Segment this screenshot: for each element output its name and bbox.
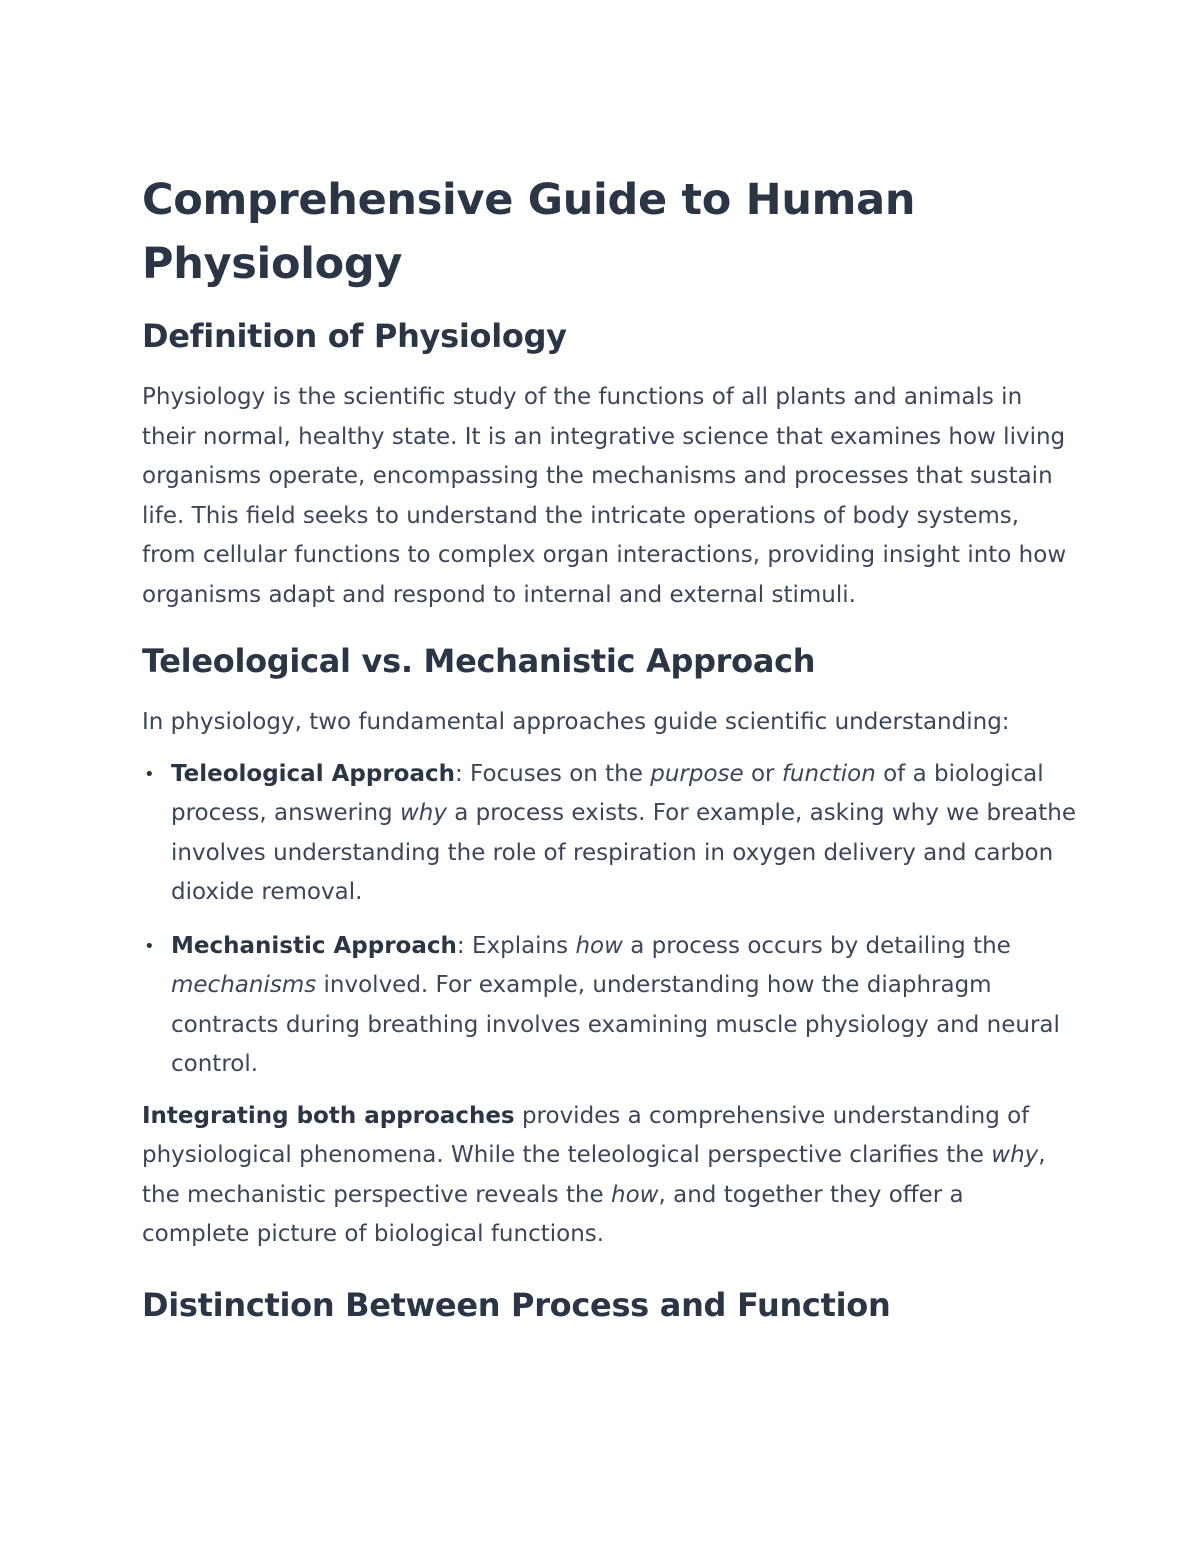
integration-strong: Integrating both approaches: [142, 1102, 515, 1129]
bullet-icon: •: [144, 763, 155, 785]
item-text: a process occurs by detailing the: [622, 932, 1011, 959]
item-label: Mechanistic Approach: [171, 932, 457, 959]
item-text: or: [743, 760, 782, 787]
list-item-teleological: [142, 755, 1077, 913]
item-emphasis: function: [781, 760, 876, 787]
document-page: [142, 168, 1077, 1327]
item-emphasis: how: [575, 932, 623, 959]
paragraph-emphasis: how: [611, 1181, 659, 1208]
item-text: involved. For example, understanding how the diaphragm contracts during breathing involves examining muscle physiology and neural control.: [171, 972, 1060, 1077]
item-text: : Focuses on the: [455, 760, 651, 787]
paragraph-text: , and together they offer a complete picture of biological functions.: [142, 1181, 964, 1247]
bullet-icon: •: [144, 935, 155, 957]
item-emphasis: why: [399, 800, 447, 826]
approaches-list: [142, 755, 1077, 1085]
item-emphasis: mechanisms: [171, 972, 317, 998]
item-label: Teleological Approach: [171, 760, 455, 787]
section-heading-distinction: Distinction Between Process and Function: [142, 1285, 891, 1324]
integration-paragraph: [142, 1097, 1077, 1255]
section-heading-approaches: Teleological vs. Mechanistic Approach: [142, 642, 816, 680]
paragraph-emphasis: why: [991, 1142, 1039, 1168]
approaches-intro-paragraph: In physiology, two fundamental approaches guide scientific understanding:: [142, 709, 1010, 735]
page-title: Comprehensive Guide to Human Physiology: [142, 175, 916, 289]
paragraph-text: provides a comprehensive understanding of physiological phenomena. While the teleological perspective clarifies the: [142, 1102, 1030, 1168]
item-text: : Explains: [456, 932, 576, 959]
item-text: a process exists. For example, asking why we breathe involves understanding the role of respiration in oxygen delivery and carbon dioxide removal.: [171, 800, 1076, 905]
definition-paragraph: Physiology is the scientific study of the functions of all plants and animals in their normal, healthy state. It is an integrative science that examines how living organisms operate, encompassing the mechanisms and processes that sustain life. This field seeks to understand the intricate operations of body systems, from cellular functions to complex organ interactions, providing insight into how organisms adapt and respond to internal and external stimuli.: [142, 384, 1067, 608]
item-text: of a biological process, answering: [171, 760, 1044, 826]
item-emphasis: purpose: [650, 760, 744, 787]
paragraph-text: , the mechanistic perspective reveals the: [142, 1142, 1046, 1208]
list-item-mechanistic: [142, 927, 1077, 1085]
section-heading-definition: Definition of Physiology: [142, 317, 567, 355]
